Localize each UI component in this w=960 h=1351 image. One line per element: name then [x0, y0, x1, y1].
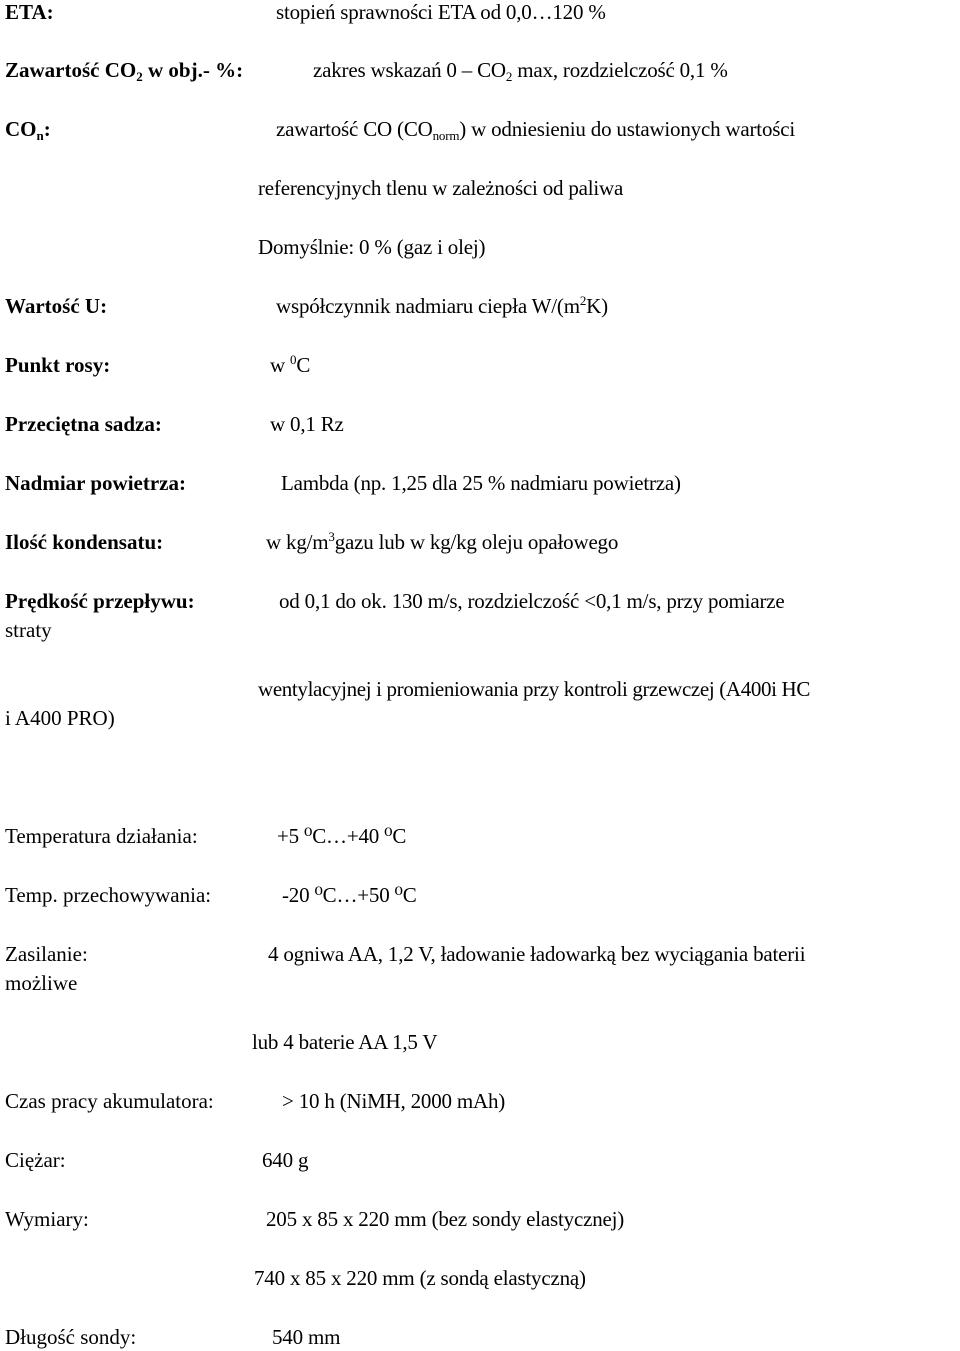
- co2-value: zakres wskazań $0 - CO_2$ max, rozdzielczość 0,1 %: [313, 58, 728, 84]
- con-value-line2: referencyjnych tlenu w zależności od paliwa: [258, 176, 624, 200]
- con-label: $CO_n$:: [5, 117, 51, 143]
- co2-label: Zawartość $CO_2$ w obj.- %:: [5, 58, 244, 84]
- weight-label: Ciężar:: [5, 1148, 66, 1172]
- dew-point-value: w $^0$C: [270, 352, 311, 377]
- weight-value: 640 g: [262, 1148, 309, 1172]
- dimensions-label: Wymiary:: [5, 1207, 89, 1231]
- excess-air-label: Nadmiar powietrza:: [5, 471, 186, 495]
- dimensions-value-line2: 740 x 85 x 220 mm (z sondą elastyczną): [254, 1266, 586, 1290]
- battery-time-value: > 10 h (NiMH, 2000 mAh): [282, 1089, 506, 1113]
- u-value-label: Wartość U:: [5, 294, 108, 318]
- soot-label: Przeciętna sadza:: [5, 412, 162, 436]
- power-label: Zasilanie:: [5, 942, 88, 966]
- operating-temp-value: +5 ⁰C…+40 ⁰C: [277, 824, 407, 848]
- u-value-value: współczynnik nadmiaru ciepła $W/(m^2K)$: [276, 293, 608, 318]
- dimensions-value: 205 x 85 x 220 mm (bez sondy elastycznej): [266, 1207, 625, 1231]
- losses-value-tail: i A400 PRO): [5, 706, 115, 730]
- condensate-label: Ilość kondensatu:: [5, 530, 164, 554]
- power-value-line2: lub 4 baterie AA 1,5 V: [252, 1030, 438, 1054]
- flow-speed-label: Prędkość przepływu:: [5, 589, 195, 613]
- power-value: 4 ogniwa AA, 1,2 V, ładowanie ładowarką bez wyciągania baterii: [268, 942, 806, 966]
- excess-air-value: Lambda (np. 1,25 dla 25 % nadmiaru powietrza): [281, 471, 681, 495]
- con-value: zawartość CO $(CO_{norm})$ w odniesieniu do ustawionych wartości: [276, 117, 795, 143]
- losses-value: wentylacyjnej i promieniowania przy kontroli grzewczej (A400i HC: [258, 677, 811, 701]
- probe-length-value: 540 mm: [272, 1325, 341, 1349]
- condensate-value: w $kg/m^3gazu$ lub w kg/kg oleju opałowego: [266, 529, 619, 554]
- storage-temp-value: -20 ⁰C…+50 ⁰C: [282, 883, 417, 907]
- soot-value: w 0,1 Rz: [270, 412, 344, 436]
- eta-label: ETA:: [5, 0, 54, 24]
- flow-speed-value: od 0,1 do ok. 130 m/s, rozdzielczość <0,1 m/s, przy pomiarze: [279, 589, 785, 613]
- eta-value: stopień sprawności ETA od 0,0…120 %: [276, 0, 606, 24]
- dew-point-label: Punkt rosy:: [5, 353, 111, 377]
- losses-label: straty: [5, 618, 52, 642]
- storage-temp-label: Temp. przechowywania:: [5, 883, 212, 907]
- con-default: Domyślnie: 0 % (gaz i olej): [258, 235, 486, 259]
- operating-temp-label: Temperatura działania:: [5, 824, 198, 848]
- power-label-line2: możliwe: [5, 971, 78, 995]
- battery-time-label: Czas pracy akumulatora:: [5, 1089, 214, 1113]
- probe-length-label: Długość sondy:: [5, 1325, 137, 1349]
